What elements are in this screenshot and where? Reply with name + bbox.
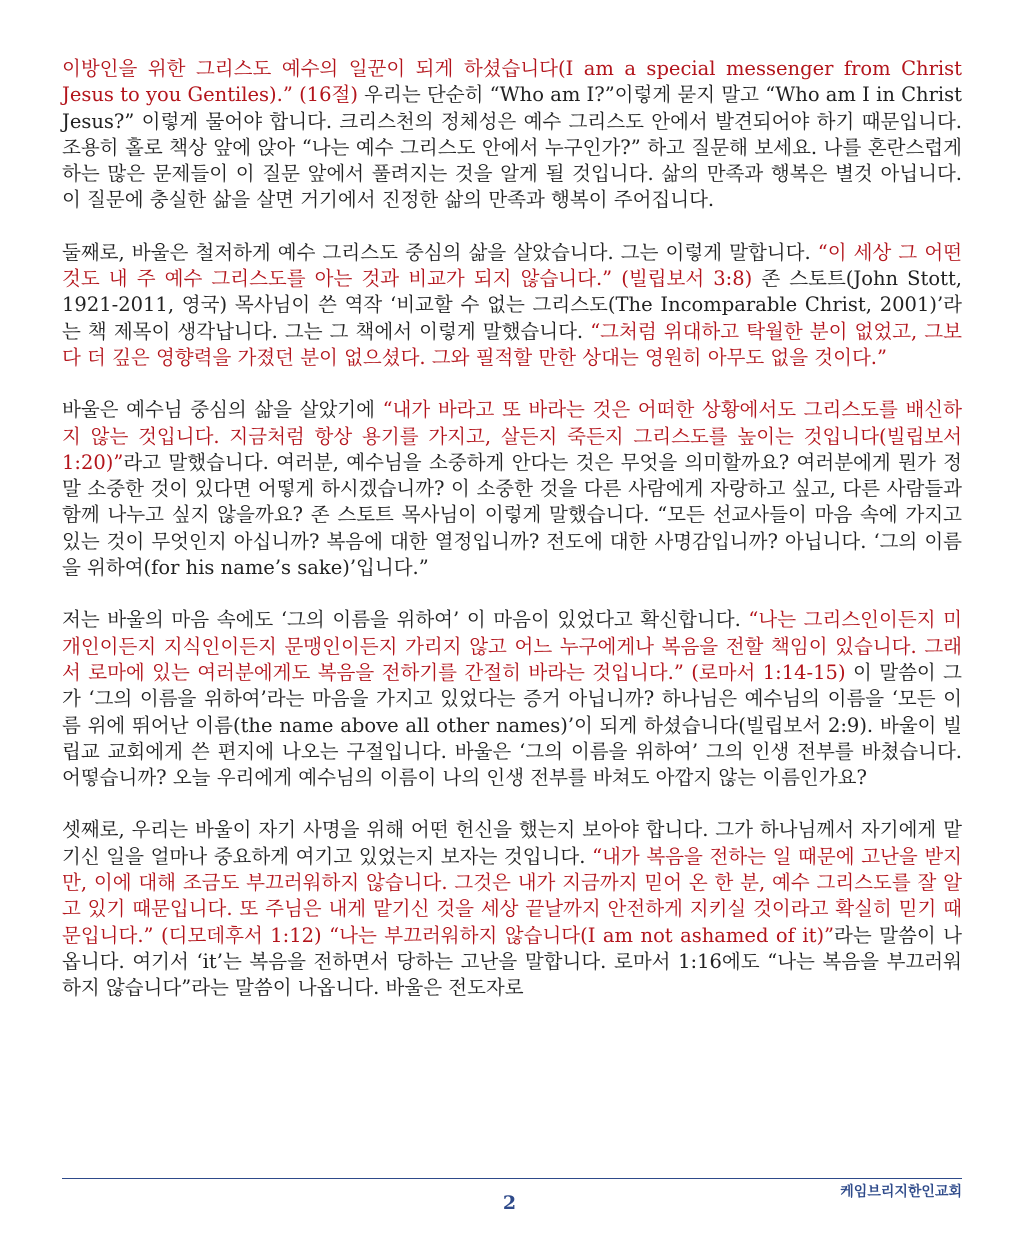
scripture-quote: “내가 바라고 또 바라는 것은 어떠한 상황에서도 그리스도를 배신하지 않는 것입니다. 지금처럼 항상 용기를 가지고, 살든지 죽든지 그리스도를 높이는 것입니다(빌립보서 1:20)” <box>62 398 962 474</box>
body-text: 우리는 단순히 “Who am I?”이렇게 묻지 말고 “Who am I in Christ Jesus?” 이렇게 물어야 합니다. 크리스천의 정체성은 예수 그리스도 안에서 발견되어야 하기 때문입니다. 조용히 홀로 책상 앞에 앉아 “나는 예수 그리스도 안에서 누구인가?” 하고 질문해 보세요. 나를 혼란스럽게 하는 많은 문제들이 이 질문 앞에서 풀려지는 것을 알게 될 것입니다. 삶의 만족과 행복은 별것 아닙니다. 이 질문에 충실한 삶을 살면 거기에서 진정한 삶의 만족과 행복이 주어집니다. <box>62 83 962 212</box>
body-text: 라고 말했습니다. 여러분, 예수님을 소중하게 안다는 것은 무엇을 의미할까요? 여러분에게 뭔가 정말 소중한 것이 있다면 어떻게 하시겠습니까? 이 소중한 것을 다른 사람에게 자랑하고 싶고, 다른 사람들과 함께 나누고 싶지 않을까요? 존 스토트 목사님이 이렇게 말했습니다. “모든 선교사들이 마음 속에 가지고 있는 것이 무엇인지 아십니까? 복음에 대한 열정입니까? 전도에 대한 사명감입니까? 아닙니다. ‘그의 이름을 위하여(for his name’s sake)’입니다.” <box>62 450 962 580</box>
scripture-quote: “내가 복음을 전하는 일 때문에 고난을 받지만, 이에 대해 조금도 부끄러워하지 않습니다. 그것은 내가 지금까지 믿어 온 한 분, 예수 그리스도를 잘 알고 있기 때문입니다. 또 주님은 내게 맡기신 것을 세상 끝날까지 안전하게 지키실 것이라고 확실히 믿기 때문입니다.” (디모데후서 1:12) “나는 부끄러워하지 않습니다(I am not ashamed of it)” <box>62 844 962 947</box>
scripture-quote: “그처럼 위대하고 탁월한 분이 없었고, 그보다 더 깊은 영향력을 가졌던 분이 없으셨다. 그와 필적할 만한 상대는 영원히 아무도 없을 것이다.” <box>62 319 962 369</box>
paragraph <box>62 607 962 791</box>
paragraph <box>62 56 962 214</box>
page-number: 2 <box>502 1192 517 1214</box>
document-body <box>62 56 962 1028</box>
paragraph <box>62 397 962 581</box>
body-text: 존 스토트(John Stott, 1921-2011, 영국) 목사님이 쓴 역작 ‘비교할 수 없는 그리스도(The Incomparable Christ, 2001)’라는 책 제목이 생각납니다. 그는 그 책에서 이렇게 말했습니다. <box>62 267 962 343</box>
body-text: 바울은 예수님 중심의 삶을 살았기에 <box>62 398 383 422</box>
body-text: 둘째로, 바울은 철저하게 예수 그리스도 중심의 삶을 살았습니다. 그는 이렇게 말합니다. <box>62 240 818 264</box>
body-text: 저는 바울의 마음 속에도 ‘그의 이름을 위하여’ 이 마음이 있었다고 확신합니다. <box>62 608 749 632</box>
scripture-quote: 이방인을 위한 그리스도 예수의 일꾼이 되게 하셨습니다(I am a special messenger from Christ Jesus to you Gentiles).” (16절) <box>62 57 962 107</box>
footer-divider <box>62 1178 962 1179</box>
paragraph <box>62 817 962 1001</box>
body-text: 이 말씀이 그가 ‘그의 이름을 위하여’라는 마음을 가지고 있었다는 증거 아닙니까? 하나님은 예수님의 이름을 ‘모든 이름 위에 뛰어난 이름(the name above all other names)’이 되게 하셨습니다(빌립보서 2:9). 바울이 빌립교 교회에게 쓴 편지에 나오는 구절입니다. 바울은 ‘그의 이름을 위하여’ 그의 인생 전부를 바쳤습니다. 어떻습니까? 오늘 우리에게 예수님의 이름이 나의 인생 전부를 바쳐도 아깝지 않는 이름인가요? <box>62 660 963 790</box>
scripture-quote: “이 세상 그 어떤 것도 내 주 예수 그리스도를 아는 것과 비교가 되지 않습니다.” (빌립보서 3:8) <box>62 240 962 291</box>
body-text: 셋째로, 우리는 바울이 자기 사명을 위해 어떤 헌신을 했는지 보아야 합니다. 그가 하나님께서 자기에게 맡기신 일을 얼마나 중요하게 여기고 있었는지 보자는 것입니다. <box>62 818 962 868</box>
scripture-quote: “나는 그리스인이든지 미개인이든지 지식인이든지 문맹인이든지 가리지 않고 어느 누구에게나 복음을 전할 책임이 있습니다. 그래서 로마에 있는 여러분에게도 복음을 전하기를 간절히 바라는 것입니다.” (로마서 1:14-15) <box>62 608 962 684</box>
body-text: 라는 말씀이 나옵니다. 여기서 ‘it’는 복음을 전하면서 당하는 고난을 말합니다. 로마서 1:16에도 “나는 복음을 부끄러워하지 않습니다”라는 말씀이 나옵니다. 바울은 전도자로 <box>62 923 962 1000</box>
paragraph <box>62 240 962 371</box>
church-name: 케임브리지한인교회 <box>840 1184 962 1200</box>
